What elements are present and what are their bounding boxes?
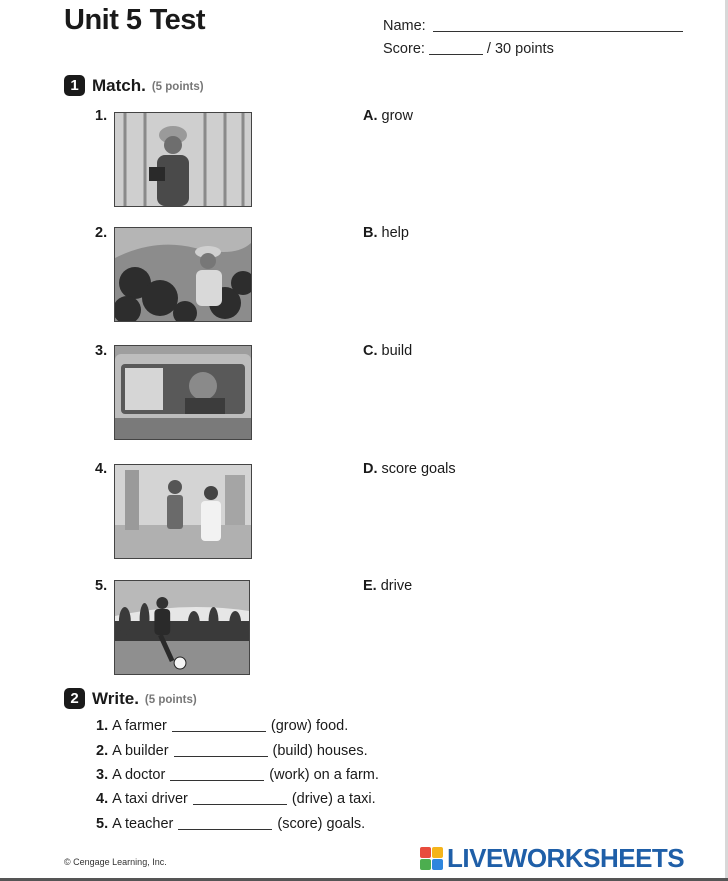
match-item-number: 1.	[95, 108, 108, 124]
match-item-number: 3.	[95, 343, 108, 359]
match-item-number: 5.	[95, 578, 108, 594]
logo-icon	[420, 847, 443, 870]
liveworksheets-logo[interactable]	[420, 843, 684, 874]
section-1-header	[64, 75, 204, 96]
section-2-header	[64, 688, 197, 709]
taxi-driver-photo[interactable]	[114, 345, 252, 440]
logo-square	[432, 847, 443, 858]
section-points: (5 points)	[151, 81, 204, 93]
match-item-number: 4.	[95, 461, 108, 477]
answer-blank[interactable]	[172, 731, 266, 732]
farmer-photo[interactable]	[114, 227, 252, 322]
write-item: 5. A teacher (score) goals.	[96, 816, 366, 832]
answer-blank[interactable]	[174, 756, 268, 757]
logo-square	[432, 859, 443, 870]
logo-square	[420, 859, 431, 870]
match-item-number: 2.	[95, 225, 108, 241]
name-label: Name:	[383, 18, 426, 34]
match-option: C. build	[363, 343, 413, 359]
logo-square	[420, 847, 431, 858]
score-total: / 30 points	[486, 41, 554, 57]
match-option: A. grow	[363, 108, 413, 124]
score-row	[383, 41, 554, 57]
doctor-photo[interactable]	[114, 464, 252, 559]
match-option: D. score goals	[363, 461, 456, 477]
name-field[interactable]	[433, 31, 683, 32]
write-item: 4. A taxi driver (drive) a taxi.	[96, 791, 376, 807]
section-points: (5 points)	[144, 694, 197, 706]
copyright: © Cengage Learning, Inc.	[64, 857, 167, 867]
section-number-badge: 2	[64, 688, 85, 709]
section-title: Match.	[92, 75, 146, 95]
builder-photo[interactable]	[114, 112, 252, 207]
answer-blank[interactable]	[170, 780, 264, 781]
score-field[interactable]	[429, 54, 483, 55]
answer-blank[interactable]	[193, 804, 287, 805]
soccer-photo[interactable]	[114, 580, 250, 675]
answer-blank[interactable]	[178, 829, 272, 830]
write-item: 3. A doctor (work) on a farm.	[96, 767, 379, 783]
section-title: Write.	[92, 688, 139, 708]
page-title: Unit 5 Test	[64, 4, 206, 36]
match-option: B. help	[363, 225, 409, 241]
logo-text: LIVEWORKSHEETS	[447, 843, 685, 873]
section-number-badge: 1	[64, 75, 85, 96]
write-item: 1. A farmer (grow) food.	[96, 718, 349, 734]
score-label: Score:	[383, 41, 425, 57]
match-option: E. drive	[363, 578, 413, 594]
write-item: 2. A builder (build) houses.	[96, 743, 368, 759]
